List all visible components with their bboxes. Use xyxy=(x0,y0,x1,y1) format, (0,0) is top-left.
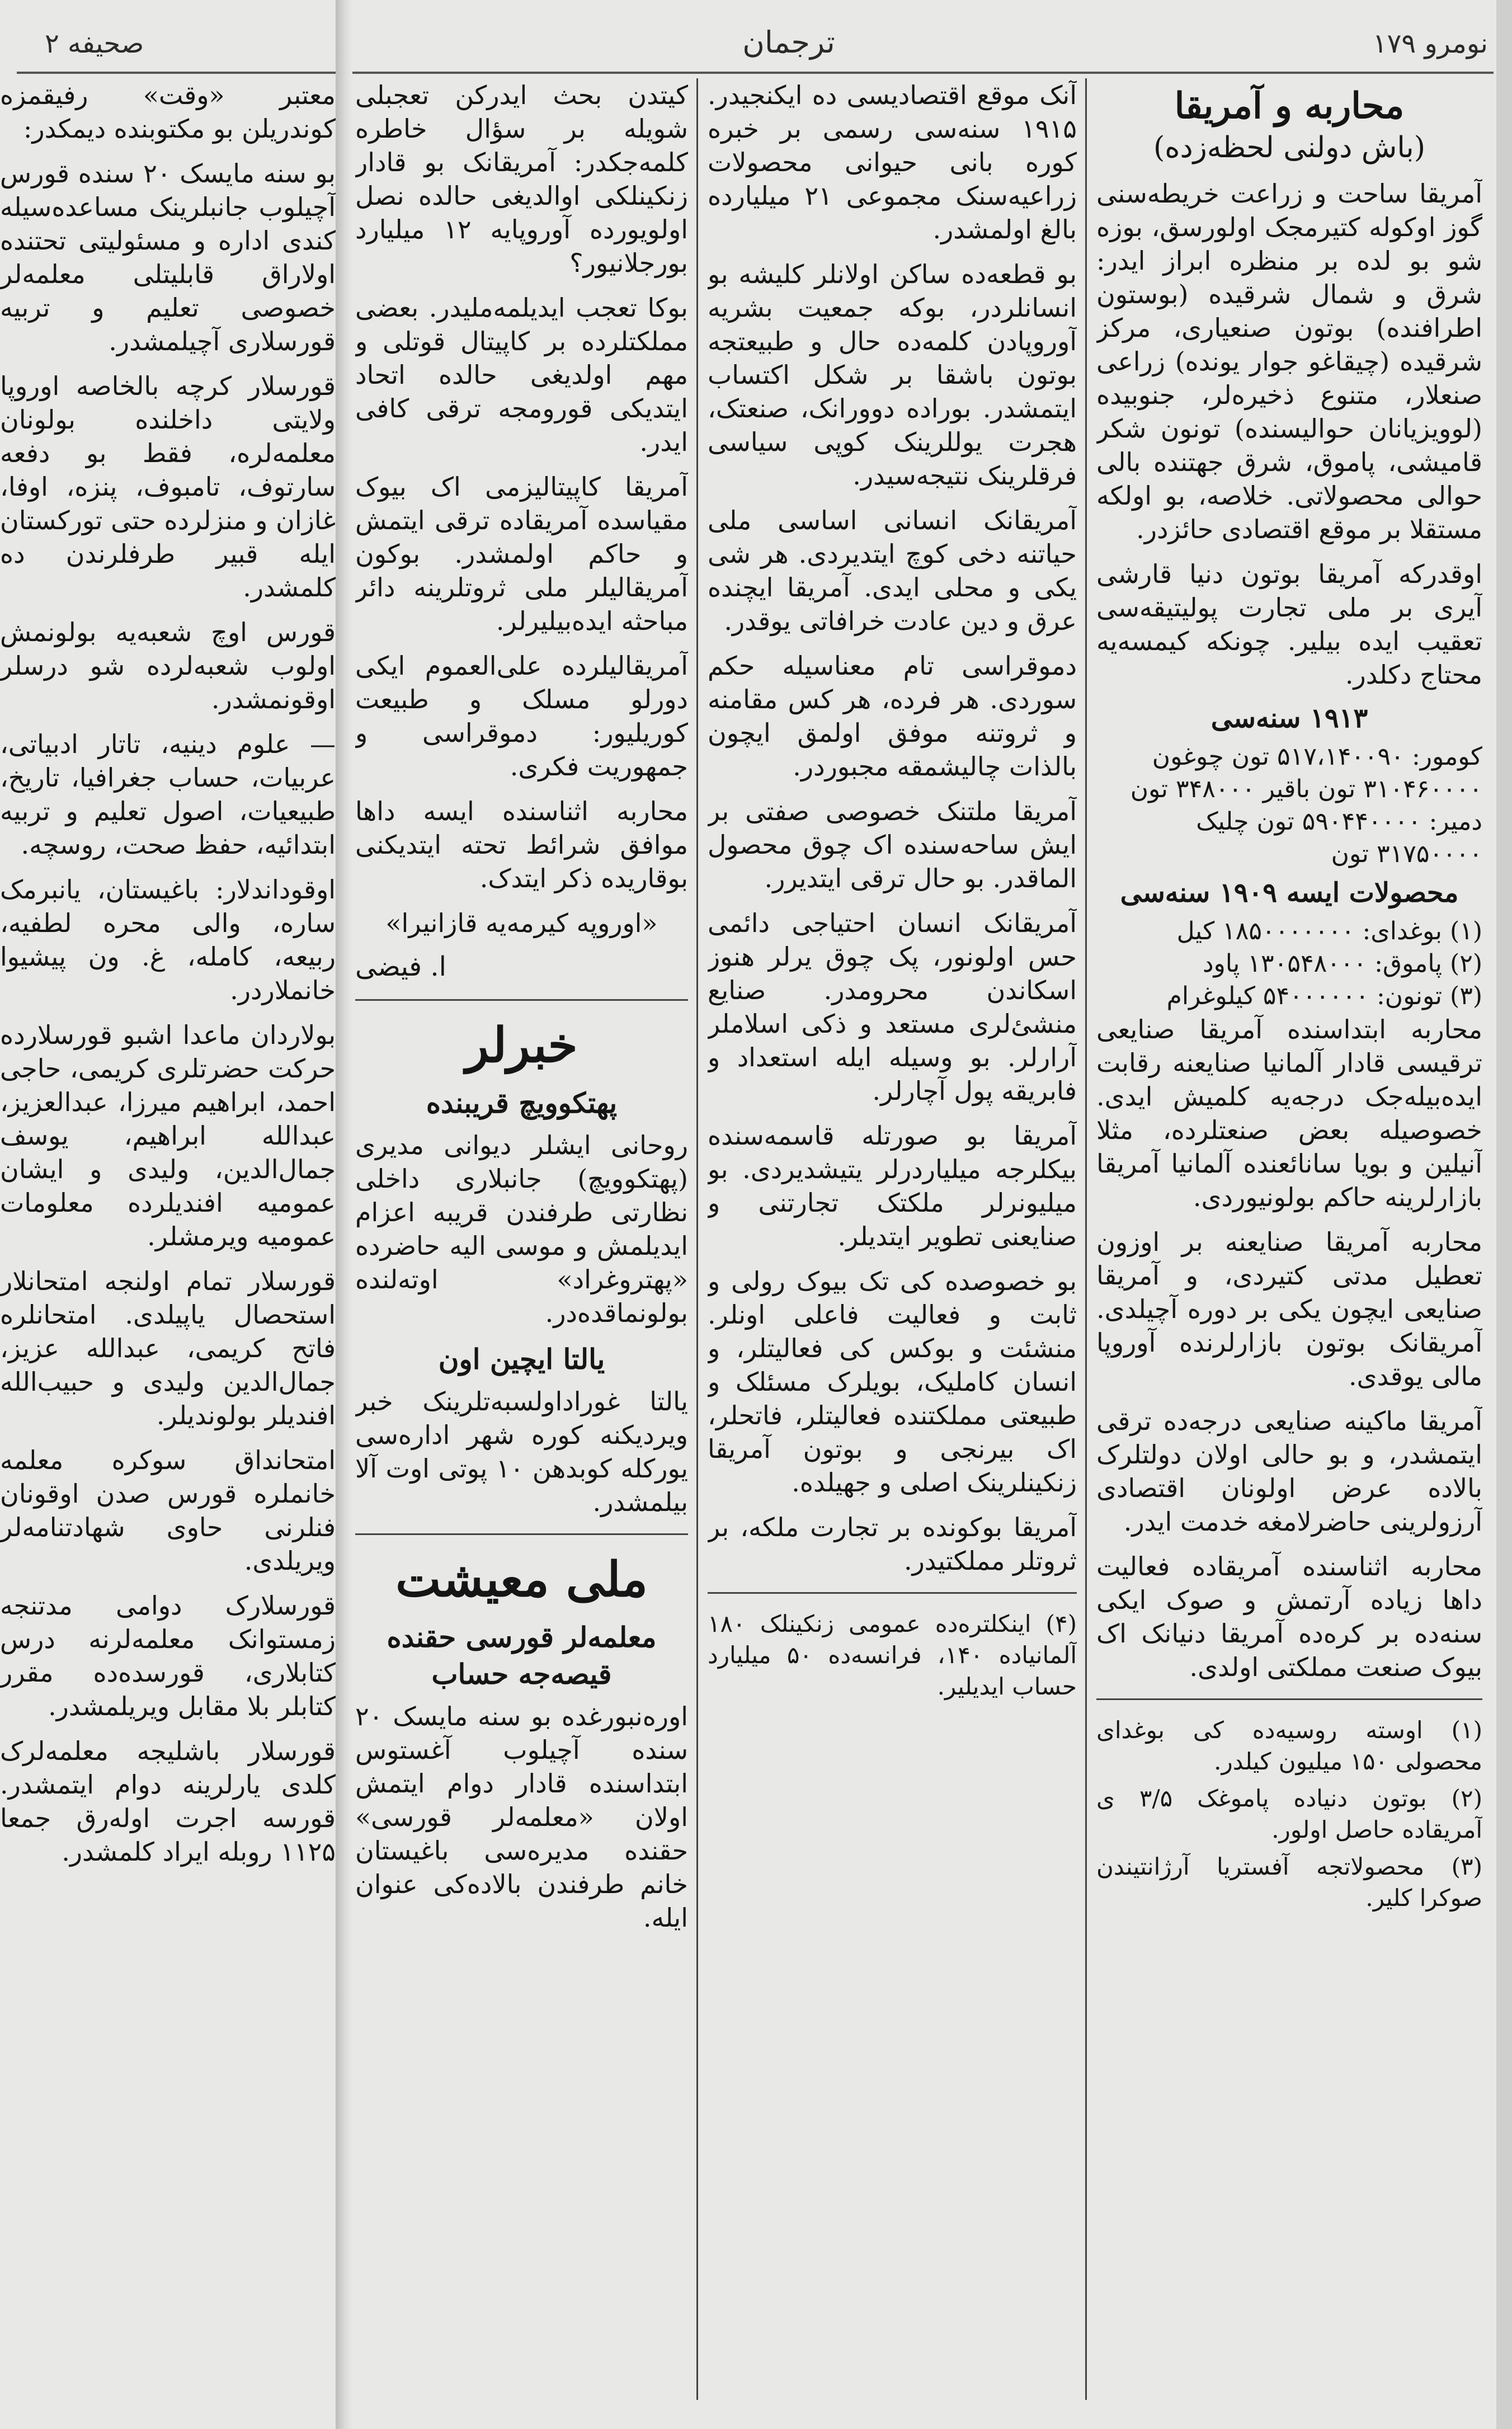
column-1 xyxy=(1096,78,1482,2400)
paragraph: بو قطعه‌ده ساکن اولانلر کلیشه بو انسانلردر، بوکه جمعیت بشریه آوروپادن کلمه‌ده حال و طبیعتجه بوتون باشقا بر شکل اکتساب ایتمشدر. بوراده دوورانک، صنعتک، هجرت یوللرینک کوپی سیاسی فرقلرینک نتیجه‌سیدر. xyxy=(708,259,1077,491)
stats-year-heading: محصولات ایسه ۱۹۰۹ سنه‌سی xyxy=(1120,877,1459,908)
column-divider xyxy=(1085,78,1087,2400)
masthead: ترجمان xyxy=(742,25,835,60)
paragraph: اوقدرکه آمریقا بوتون دنیا قارشی آیری بر ملی تجارت پولیتیقه‌سی تعقیب ایده بیلیر. چونکه کیمسه‌یه محتاج دکلدر. xyxy=(1096,559,1482,690)
paragraph: قورسلارک دوامی مدتنجه زمستوانک معلمه‌لرنه درس کتابلاری، قورسده‌ده مقرر کتابلر بلا مقابل ویریلمشدر. xyxy=(0,1590,336,1721)
news-section-title: خبرلر xyxy=(465,1017,578,1074)
paragraph: آمریقا کاپیتالیزمی اک بیوک مقیاسده آمریقاده ترقی ایتمش و حاکم اولمشدر. بوکون آمریقالیلر ملی ثروتلرینه دائر مباحثه ایده‌بیلیرلر. xyxy=(355,472,688,636)
paragraph: آنک موقع اقتصادیسی ده ایکنجیدر. ۱۹۱۵ سنه‌سی رسمی بر خبره کوره بانی حیوانی محصولات زراعیه‌سنک مجموعی ۲۱ میلیارده بالغ اولمشدر. xyxy=(708,80,1077,244)
paragraph: آمریقا ساحت و زراعت خریطه‌سنی گوز اوکوله کتیرمجک اولورسق، بوزه شو بو لده بر منظره ابراز ایدر: شرق و شمال شرقیده (بوستون اطرافنده) بوتون صنعیاری، مرکز شرقیده (چیقاغو جوار یونده) زراعی صنعلار، متنوع ذخیره‌لر، جنوبیده (لوویزیانان حوالیسنده) تونون شکر قامیشی، پاموق، شرق جهتنده بالی حوالی محصولاتی. خلاصه، بو اولکه مستقلا بر موقع اقتصادی حائزدر. xyxy=(1096,178,1482,544)
paragraph: بو سنه مایسک ۲۰ سنده قورس آچیلوب جانبلرینک مساعده‌سیله کندی اداره و مسئولیتی تحتنده اولاراق قابلیتلی معلمه‌لر خصوصی تعلیم و تربیه قورسلاری آچیلمشدر. xyxy=(0,158,336,356)
footnote: (۳) محصولاتجه آفستریا آرژانتیندن صوکرا کلیر. xyxy=(1096,1853,1482,1912)
paragraph: امتحانداق سوکره معلمه خانملره قورس صدن اوقونان فنلرنی حاوی شهادتنامه‌لر ویریلدی. xyxy=(0,1445,336,1576)
news-item-text: روحانی ایشلر دیوانی مدیری (پهتکوویچ) جانبلاری داخلی نظارتی طرفندن قریبه اعزام ایدیلمش و موسی الیه حاضرده «پهتروغراد» اوته‌لنده بولونماقده‌در. xyxy=(355,1130,688,1328)
paragraph: قورسلار تمام اولنجه امتحانلار استحصال یاپیلدی. امتحانلره فاتح کریمی، عبدالله عزیز، جمال‌الدین ولیدی و حبیب‌الله افندیلر بولوندیلر. xyxy=(0,1266,336,1430)
footnote-rule xyxy=(1096,1698,1482,1700)
paragraph: آمریقانک انسان احتیاجی دائمی حس اولونور، پک چوق یرلر هنوز اسکاندن محرومدر. صنایع منشئ‌لری مستعد و ذکی اسلاملر آرارلر. بو وسیله ایله استعداد و فابریقه پول آچارلر. xyxy=(708,908,1077,1106)
page-edge xyxy=(1496,0,1512,2429)
news-item-title: یالتا ایچین اون xyxy=(438,1343,605,1376)
paragraph: محاربه اثناسنده آمریقاده فعالیت داها زیاده آرتمش و صوک ایکی سنه‌ده بر کره‌ده آمریقا دنیانک اک بیوک صنعت مملکتی اولدی. xyxy=(1096,1551,1482,1682)
article-heading xyxy=(1096,84,1482,167)
column-2 xyxy=(708,78,1077,2400)
header-rule xyxy=(17,72,1494,74)
news-item-text: یالتا غوراداولسبه‌تلرینک خبر ویردیکنه کوره شهر اداره‌سی یورکله کوبدهن ۱۰ پوتی اوت آلا بیلمشدر. xyxy=(355,1386,688,1517)
footnote: (۲) بوتون دنیاده پاموغک ۳/۵ ی آمریقاده حاصل اولور. xyxy=(1096,1785,1482,1843)
column-4 xyxy=(0,78,336,2400)
paragraph: آمریقا بوکونده بر تجارت ملکه، بر ثروتلر مملکتیدر. xyxy=(708,1512,1077,1576)
section-rule xyxy=(355,999,688,1001)
paragraph: آمریقا ماکینه صنایعی درجه‌ده ترقی ایتمشدر، و بو حالی اولان دولتلرک بالاده عرض اولونان اقتصادی آرزولرینی حاضرلامغه خدمت ایدر. xyxy=(1096,1406,1482,1537)
paragraph: آمریقالیلرده علی‌العموم ایکی دورلو مسلک و طبیعت کوریلیور: دموقراسی و جمهوریت فکری. xyxy=(355,651,688,782)
section-title: ملی معیشت xyxy=(395,1551,648,1608)
section-subtitle: معلمه‌لر قورسی حقنده قیصه‌جه حساب xyxy=(387,1621,657,1691)
footnote-rule xyxy=(708,1592,1077,1594)
paragraph: آمریقا ملتنک خصوصی صفتی بر ایش ساحه‌سنده اک چوق محصول الماقدر. بو حال ترقی ایتدیرر. xyxy=(708,796,1077,893)
stats-year-heading: ۱۹۱۳ سنه‌سی xyxy=(1210,703,1368,734)
stats-row: دمیر: ۵۹۰۴۴۰۰۰۰ تون چلیک xyxy=(1196,807,1482,836)
footnote: (۴) اینکلتره‌ده عمومی زنکینلک ۱۸۰ آلمانیاده ۱۴۰، فرانسه‌ده ۵۰ میلیارد حساب ایدیلیر. xyxy=(708,1610,1077,1700)
paragraph: بولاردان ماعدا اشبو قورسلارده حرکت حضرتلری کریمی، حاجی احمد، ابراهیم میرزا، عبدالعزیز، عبدالله ابراهیم، یوسف جمال‌الدین، ولیدی و ایشان عمومیه افندیلرده معلومات عمومیه ویرمشلر. xyxy=(0,1020,336,1251)
stats-row: ۳۱۰۴۶۰۰۰۰ تون باقیر ۳۴۸۰۰۰ تون xyxy=(1130,775,1482,803)
column-3 xyxy=(355,78,688,2400)
article-title: محاربه و آمریقا xyxy=(1174,85,1405,127)
paragraph: دموقراسی تام معناسیله حکم سوردی. هر فرده، هر کس مقامنه و ثروتنه موفق اولمق ایچون بالذات چالیشمقه مجبوردر. xyxy=(708,651,1077,782)
paragraph: محاربه اثناسنده ایسه داها موافق شرائط تحته ایتدیکنی بوقاریده ذکر ایتدک. xyxy=(355,796,688,893)
paragraph: آمریقا بو صورتله قاسمه‌سنده بیکلرجه میلیاردرلر یتیشدیردی. بو میلیونرلر ملکتک تجارتنی و صنایعنی تطویر ایتدیلر. xyxy=(708,1121,1077,1251)
paragraph: — علوم دینیه، تاتار ادبیاتی، عربیات، حساب جغرافیا، تاریخ، طبیعیات، اصول تعلیم و تربیه ابتدائیه، حفظ صحت، روسچه. xyxy=(0,729,336,860)
paragraph: قورس اوچ شعبه‌یه بولونمش اولوب شعبه‌لرده شو درسلر اوقونمشدر. xyxy=(0,617,336,714)
paragraph: بوکا تعجب ایدیلمه‌ملیدر. بعضی مملکتلرده بر کاپیتال قوتلی و مهم اولدیغی حالده اتحاد ایتدیکی قورومجه ترقی کافی ایدر. xyxy=(355,293,688,457)
column-divider xyxy=(696,78,698,2400)
paragraph: اوقوداندلار: باغیستان، یانبرمک ساره، والی محره لطفیه، ربیعه، کامله، غ. ون پیشیوا خانملاردر. xyxy=(0,874,336,1005)
paragraph: آمریقانک انسانی اساسی ملی حیاتنه دخی کوچ ایتدیردی. هر شی یکی و محلی ایدی. آمریقا ایچنده عرق و دین عادت خرافاتی یوقدر. xyxy=(708,505,1077,636)
paragraph: محاربه آمریقا صنایعنه بر اوزون تعطیل مدتی کتیردی، و آمریقا صنایعی ایچون یکی بر دوره آچیلدی. آمریقانک بوتون بازارلرنده آوروپا مالی یوقدی. xyxy=(1096,1227,1482,1391)
stats-row: ۳۱۷۵۰۰۰۰ تون xyxy=(1331,840,1482,868)
author-signature: ا. فیضی xyxy=(355,951,446,982)
news-item-title: پهتکوویچ قریبنده xyxy=(426,1086,618,1119)
footnote: (۱) اوسته روسیه‌ده کی بوغدای محصولی ۱۵۰ میلیون کیلدر. xyxy=(1096,1716,1482,1775)
section-rule xyxy=(355,1533,688,1535)
paragraph: قورسلار باشلیجه معلمه‌لرک کلدی یارلرینه دوام ایتمشدر. قورسه اجرت اوله‌رق جمعا ۱۱۲۵ روبله ایراد کلمشدر. xyxy=(0,1736,336,1867)
article-subtitle: (باش دولنی لحظه‌زده) xyxy=(1153,131,1426,164)
stats-row: (۲) پاموق: ۱۳۰۵۴۸۰۰۰ پاود xyxy=(1202,949,1482,978)
quote-line: «اوروپه کیرمه‌یه قازانیرا» xyxy=(385,908,658,938)
paragraph: کیتدن بحث ایدرکن تعجبلی شویله بر سؤال خاطره کلمه‌جکدر: آمریقانک بو قادار زنکینلکی اوالدیغی حالده نصل اولویورده آوروپایه ۱۲ میلیارد بورجلانیور؟ xyxy=(355,80,688,278)
stats-row: (۳) تونون: ۵۴۰۰۰۰۰۰ کیلوغرام xyxy=(1166,982,1482,1010)
stats-row: (۱) بوغدای: ۱۸۵۰۰۰۰۰۰۰ کیل xyxy=(1176,917,1482,945)
issue-number: نومرو ۱۷۹ xyxy=(1372,28,1488,59)
paragraph: محاربه ابتداسنده آمریقا صنایعی ترقیسی قادار آلمانیا صنایعنه رقابت ایده‌بیله‌جک درجه‌یه کلمیش ایدی. خصوصیله بعض صنعتلرده، مثلا آنیلین و بویا سانائعنده آلمانیا آمریقا بازارلرینه حاکم بولونیوردی. xyxy=(1096,1014,1482,1212)
paragraph: اوره‌نبورغده بو سنه مایسک ۲۰ سنده آچیلوب آغستوس ابتداسنده قادار دوام ایتمش اولان «معلمه‌لر قورسی» حقنده مدیره‌سی باغیستان خانم طرفندن بالاده‌کی عنوان ایله. xyxy=(355,1701,688,1933)
binding-fold xyxy=(336,0,352,2429)
page-number: صحیفه ۲ xyxy=(45,28,144,59)
paragraph: معتبر «وقت» رفیقمزه کوندریلن بو مکتوبنده دیمکدر: xyxy=(0,80,336,144)
running-header xyxy=(34,11,1499,73)
paragraph: بو خصوصده کی تک بیوک رولی و ثابت و فعالیت فاعلی اونلر. منشئت و بوکس کی فعالیتلر، و انسان کاملیک، بویلرک مسئلک و طبیعتی مملکتنده فعالیتلر، فاتحلر، اک بیرنجی و بوتون آمریقا زنکینلرینک اصلی و جهیلده. xyxy=(708,1266,1077,1498)
stats-row: کومور: ۵۱۷،۱۴۰۰۹۰ تون چوغون xyxy=(1152,742,1482,771)
paragraph: قورسلار کرچه بالخاصه اوروپا ولایتی داخلنده بولونان معلمه‌لره، فقط بو دفعه سارتوف، تامبوف، پنزه، اوفا، غازان و منزلرده حتی تورکستان ایله قبیر طرفلرندن ده کلمشدر. xyxy=(0,371,336,602)
